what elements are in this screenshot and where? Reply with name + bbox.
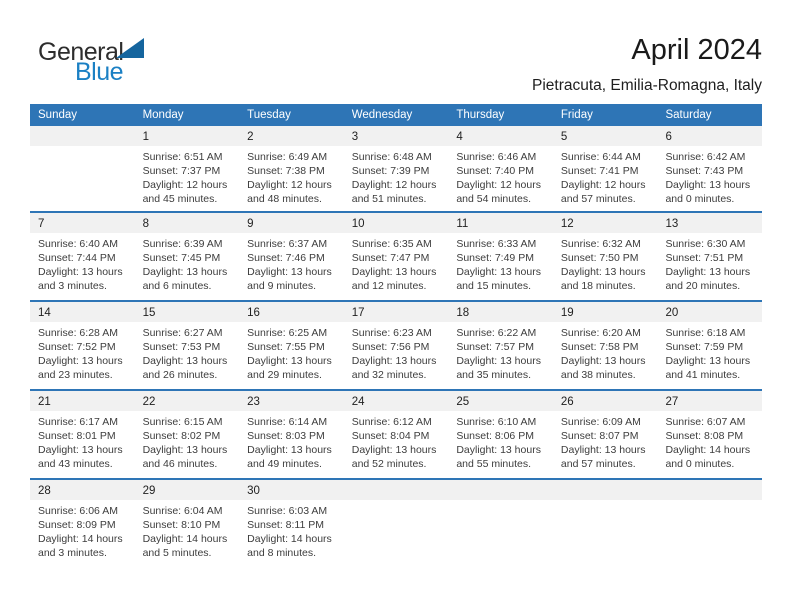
week-row bbox=[30, 126, 762, 211]
day-details bbox=[657, 146, 762, 206]
daylight-text-line1: Daylight: 13 hours bbox=[560, 444, 646, 456]
sunset-text: Sunset: 7:57 PM bbox=[456, 341, 534, 353]
daylight-text-line1: Daylight: 13 hours bbox=[38, 266, 123, 278]
sunset-text: Sunset: 7:51 PM bbox=[665, 252, 744, 264]
daylight-text-line2: and 43 minutes. bbox=[38, 458, 113, 470]
daylight-text-line1: Daylight: 13 hours bbox=[247, 444, 332, 456]
daylight-text-line2: and 29 minutes. bbox=[247, 369, 322, 381]
sunrise-text: Sunrise: 6:49 AM bbox=[247, 151, 328, 163]
sunset-text: Sunset: 8:03 PM bbox=[247, 430, 325, 442]
day-details bbox=[657, 233, 762, 293]
daylight-text-line2: and 54 minutes. bbox=[456, 193, 532, 205]
day-number: 16 bbox=[239, 302, 344, 322]
daylight-text-line1: Daylight: 13 hours bbox=[456, 266, 541, 278]
daylight-text-line1: Daylight: 12 hours bbox=[247, 179, 332, 191]
day-cell-empty bbox=[344, 480, 449, 567]
sunset-text: Sunset: 7:50 PM bbox=[560, 252, 639, 264]
logo-text-blue: Blue bbox=[75, 58, 124, 86]
day-number: 10 bbox=[344, 213, 449, 233]
day-number: 17 bbox=[344, 302, 449, 322]
sunset-text: Sunset: 7:40 PM bbox=[456, 165, 534, 177]
sunrise-text: Sunrise: 6:37 AM bbox=[247, 238, 328, 250]
daylight-text-line2: and 57 minutes. bbox=[560, 193, 636, 205]
day-details bbox=[30, 233, 135, 293]
sunrise-text: Sunrise: 6:03 AM bbox=[247, 505, 328, 517]
weekday-header-thursday: Thursday bbox=[456, 109, 505, 121]
sunrise-text: Sunrise: 6:25 AM bbox=[247, 327, 328, 339]
day-number: 21 bbox=[30, 391, 135, 411]
day-cell-empty bbox=[30, 126, 135, 211]
day-cell-22 bbox=[135, 391, 240, 478]
sunset-text: Sunset: 7:39 PM bbox=[351, 165, 430, 177]
day-cell-5 bbox=[553, 126, 658, 211]
daylight-text-line1: Daylight: 12 hours bbox=[560, 179, 646, 191]
day-details bbox=[135, 233, 240, 293]
sunset-text: Sunset: 7:43 PM bbox=[665, 165, 744, 177]
sunrise-text: Sunrise: 6:06 AM bbox=[38, 505, 118, 517]
day-details bbox=[30, 500, 135, 560]
sunset-text: Sunset: 8:10 PM bbox=[142, 519, 221, 531]
daylight-text-line2: and 49 minutes. bbox=[247, 458, 322, 470]
day-number: 25 bbox=[448, 391, 553, 411]
day-cell-30 bbox=[239, 480, 344, 567]
sunrise-text: Sunrise: 6:14 AM bbox=[247, 416, 328, 428]
sunset-text: Sunset: 7:59 PM bbox=[665, 341, 744, 353]
calendar-weeks bbox=[30, 126, 762, 567]
sunrise-text: Sunrise: 6:22 AM bbox=[456, 327, 537, 339]
sunrise-text: Sunrise: 6:28 AM bbox=[38, 327, 118, 339]
daylight-text-line1: Daylight: 13 hours bbox=[142, 266, 228, 278]
day-cell-18 bbox=[448, 302, 553, 389]
day-number bbox=[344, 480, 449, 500]
daylight-text-line2: and 35 minutes. bbox=[456, 369, 532, 381]
sunrise-text: Sunrise: 6:46 AM bbox=[456, 151, 537, 163]
weekday-header-sunday: Sunday bbox=[38, 109, 78, 121]
sunset-text: Sunset: 7:49 PM bbox=[456, 252, 534, 264]
daylight-text-line2: and 18 minutes. bbox=[560, 280, 636, 292]
day-details bbox=[448, 146, 553, 206]
sunrise-text: Sunrise: 6:40 AM bbox=[38, 238, 118, 250]
daylight-text-line1: Daylight: 13 hours bbox=[142, 355, 228, 367]
sunset-text: Sunset: 7:38 PM bbox=[247, 165, 325, 177]
daylight-text-line2: and 55 minutes. bbox=[456, 458, 532, 470]
daylight-text-line1: Daylight: 14 hours bbox=[142, 533, 228, 545]
daylight-text-line1: Daylight: 13 hours bbox=[351, 444, 437, 456]
sunrise-text: Sunrise: 6:15 AM bbox=[142, 416, 223, 428]
day-number: 5 bbox=[553, 126, 658, 146]
daylight-text-line1: Daylight: 13 hours bbox=[560, 355, 646, 367]
sunrise-text: Sunrise: 6:32 AM bbox=[560, 238, 641, 250]
day-number: 13 bbox=[657, 213, 762, 233]
day-cell-23 bbox=[239, 391, 344, 478]
day-cell-24 bbox=[344, 391, 449, 478]
day-number: 11 bbox=[448, 213, 553, 233]
logo-text-general: General bbox=[38, 38, 124, 66]
sunset-text: Sunset: 7:55 PM bbox=[247, 341, 325, 353]
sunset-text: Sunset: 8:07 PM bbox=[560, 430, 639, 442]
day-cell-28 bbox=[30, 480, 135, 567]
day-number: 26 bbox=[553, 391, 658, 411]
sunrise-text: Sunrise: 6:30 AM bbox=[665, 238, 746, 250]
daylight-text-line1: Daylight: 13 hours bbox=[665, 355, 751, 367]
sunrise-text: Sunrise: 6:17 AM bbox=[38, 416, 118, 428]
daylight-text-line1: Daylight: 13 hours bbox=[351, 266, 437, 278]
daylight-text-line2: and 46 minutes. bbox=[142, 458, 218, 470]
week-row bbox=[30, 389, 762, 478]
day-cell-13 bbox=[657, 213, 762, 300]
day-cell-3 bbox=[344, 126, 449, 211]
sunrise-text: Sunrise: 6:23 AM bbox=[351, 327, 432, 339]
week-row bbox=[30, 300, 762, 389]
day-cell-19 bbox=[553, 302, 658, 389]
sunrise-text: Sunrise: 6:48 AM bbox=[351, 151, 432, 163]
day-number: 7 bbox=[30, 213, 135, 233]
day-details bbox=[239, 146, 344, 206]
day-details bbox=[30, 411, 135, 471]
day-details bbox=[344, 146, 449, 206]
day-details bbox=[344, 233, 449, 293]
day-cell-21 bbox=[30, 391, 135, 478]
daylight-text-line2: and 12 minutes. bbox=[351, 280, 427, 292]
week-row bbox=[30, 211, 762, 300]
day-cell-26 bbox=[553, 391, 658, 478]
sunset-text: Sunset: 8:11 PM bbox=[247, 519, 325, 531]
day-number: 9 bbox=[239, 213, 344, 233]
day-details bbox=[553, 411, 658, 471]
day-number: 30 bbox=[239, 480, 344, 500]
daylight-text-line1: Daylight: 13 hours bbox=[351, 355, 437, 367]
daylight-text-line1: Daylight: 14 hours bbox=[38, 533, 123, 545]
daylight-text-line2: and 0 minutes. bbox=[665, 458, 735, 470]
daylight-text-line1: Daylight: 13 hours bbox=[665, 179, 751, 191]
daylight-text-line2: and 9 minutes. bbox=[247, 280, 317, 292]
sunrise-text: Sunrise: 6:09 AM bbox=[560, 416, 641, 428]
daylight-text-line2: and 32 minutes. bbox=[351, 369, 427, 381]
day-cell-11 bbox=[448, 213, 553, 300]
sunset-text: Sunset: 8:04 PM bbox=[351, 430, 430, 442]
day-details bbox=[239, 322, 344, 382]
day-details bbox=[553, 146, 658, 206]
daylight-text-line2: and 20 minutes. bbox=[665, 280, 741, 292]
day-cell-1 bbox=[135, 126, 240, 211]
day-number: 27 bbox=[657, 391, 762, 411]
daylight-text-line1: Daylight: 13 hours bbox=[560, 266, 646, 278]
daylight-text-line1: Daylight: 13 hours bbox=[456, 444, 541, 456]
general-blue-logo bbox=[38, 38, 158, 86]
day-cell-27 bbox=[657, 391, 762, 478]
day-cell-20 bbox=[657, 302, 762, 389]
sunset-text: Sunset: 7:52 PM bbox=[38, 341, 116, 353]
day-cell-4 bbox=[448, 126, 553, 211]
day-cell-7 bbox=[30, 213, 135, 300]
day-cell-12 bbox=[553, 213, 658, 300]
day-number: 15 bbox=[135, 302, 240, 322]
sunset-text: Sunset: 7:46 PM bbox=[247, 252, 325, 264]
daylight-text-line2: and 23 minutes. bbox=[38, 369, 113, 381]
day-number bbox=[553, 480, 658, 500]
daylight-text-line1: Daylight: 13 hours bbox=[247, 355, 332, 367]
daylight-text-line2: and 3 minutes. bbox=[38, 280, 107, 292]
sunset-text: Sunset: 7:44 PM bbox=[38, 252, 116, 264]
day-number: 12 bbox=[553, 213, 658, 233]
day-cell-16 bbox=[239, 302, 344, 389]
day-cell-9 bbox=[239, 213, 344, 300]
day-number: 23 bbox=[239, 391, 344, 411]
daylight-text-line1: Daylight: 13 hours bbox=[38, 444, 123, 456]
daylight-text-line1: Daylight: 13 hours bbox=[38, 355, 123, 367]
day-cell-14 bbox=[30, 302, 135, 389]
daylight-text-line1: Daylight: 12 hours bbox=[351, 179, 437, 191]
day-cell-29 bbox=[135, 480, 240, 567]
sunset-text: Sunset: 7:41 PM bbox=[560, 165, 639, 177]
day-details bbox=[239, 500, 344, 560]
sunrise-text: Sunrise: 6:35 AM bbox=[351, 238, 432, 250]
calendar bbox=[30, 104, 762, 567]
day-cell-8 bbox=[135, 213, 240, 300]
day-details bbox=[239, 411, 344, 471]
sunset-text: Sunset: 7:45 PM bbox=[142, 252, 221, 264]
day-cell-empty bbox=[553, 480, 658, 567]
day-details bbox=[657, 411, 762, 471]
day-details bbox=[135, 411, 240, 471]
day-cell-2 bbox=[239, 126, 344, 211]
sunrise-text: Sunrise: 6:42 AM bbox=[665, 151, 746, 163]
sunrise-text: Sunrise: 6:10 AM bbox=[456, 416, 537, 428]
daylight-text-line2: and 0 minutes. bbox=[665, 193, 735, 205]
sunrise-text: Sunrise: 6:44 AM bbox=[560, 151, 641, 163]
sunset-text: Sunset: 7:58 PM bbox=[560, 341, 639, 353]
daylight-text-line2: and 41 minutes. bbox=[665, 369, 741, 381]
day-number bbox=[657, 480, 762, 500]
day-number: 1 bbox=[135, 126, 240, 146]
day-details bbox=[135, 500, 240, 560]
daylight-text-line2: and 6 minutes. bbox=[142, 280, 212, 292]
day-number: 8 bbox=[135, 213, 240, 233]
day-number: 24 bbox=[344, 391, 449, 411]
day-cell-empty bbox=[448, 480, 553, 567]
daylight-text-line1: Daylight: 12 hours bbox=[456, 179, 541, 191]
daylight-text-line1: Daylight: 14 hours bbox=[247, 533, 332, 545]
day-number: 14 bbox=[30, 302, 135, 322]
daylight-text-line2: and 3 minutes. bbox=[38, 547, 107, 559]
day-number: 22 bbox=[135, 391, 240, 411]
sunrise-text: Sunrise: 6:18 AM bbox=[665, 327, 746, 339]
daylight-text-line2: and 45 minutes. bbox=[142, 193, 218, 205]
day-details bbox=[448, 322, 553, 382]
day-details bbox=[239, 233, 344, 293]
sunset-text: Sunset: 8:08 PM bbox=[665, 430, 744, 442]
daylight-text-line1: Daylight: 13 hours bbox=[665, 266, 751, 278]
page-location: Pietracuta, Emilia-Romagna, Italy bbox=[531, 77, 762, 94]
weekday-header-friday: Friday bbox=[560, 109, 593, 121]
day-cell-10 bbox=[344, 213, 449, 300]
day-number: 18 bbox=[448, 302, 553, 322]
day-details bbox=[657, 322, 762, 382]
day-number: 4 bbox=[448, 126, 553, 146]
day-details bbox=[135, 146, 240, 206]
sunset-text: Sunset: 7:53 PM bbox=[142, 341, 221, 353]
day-number bbox=[448, 480, 553, 500]
day-number: 3 bbox=[344, 126, 449, 146]
day-details bbox=[30, 322, 135, 382]
day-number: 2 bbox=[239, 126, 344, 146]
daylight-text-line1: Daylight: 14 hours bbox=[665, 444, 751, 456]
sunset-text: Sunset: 8:06 PM bbox=[456, 430, 534, 442]
daylight-text-line2: and 8 minutes. bbox=[247, 547, 317, 559]
day-number bbox=[30, 126, 135, 146]
daylight-text-line1: Daylight: 13 hours bbox=[456, 355, 541, 367]
daylight-text-line2: and 52 minutes. bbox=[351, 458, 427, 470]
day-cell-15 bbox=[135, 302, 240, 389]
day-details bbox=[344, 322, 449, 382]
sunrise-text: Sunrise: 6:39 AM bbox=[142, 238, 223, 250]
daylight-text-line2: and 26 minutes. bbox=[142, 369, 218, 381]
weekday-header-saturday: Saturday bbox=[665, 109, 712, 121]
daylight-text-line2: and 48 minutes. bbox=[247, 193, 322, 205]
weekday-header-row bbox=[30, 104, 762, 126]
day-cell-17 bbox=[344, 302, 449, 389]
day-details bbox=[553, 322, 658, 382]
sunrise-text: Sunrise: 6:51 AM bbox=[142, 151, 223, 163]
day-number: 20 bbox=[657, 302, 762, 322]
day-details bbox=[553, 233, 658, 293]
sunset-text: Sunset: 8:02 PM bbox=[142, 430, 221, 442]
sunset-text: Sunset: 7:37 PM bbox=[142, 165, 221, 177]
day-details bbox=[448, 411, 553, 471]
day-details bbox=[448, 233, 553, 293]
day-number: 19 bbox=[553, 302, 658, 322]
sunset-text: Sunset: 7:56 PM bbox=[351, 341, 430, 353]
day-number: 6 bbox=[657, 126, 762, 146]
sunrise-text: Sunrise: 6:20 AM bbox=[560, 327, 641, 339]
daylight-text-line1: Daylight: 12 hours bbox=[142, 179, 228, 191]
daylight-text-line2: and 57 minutes. bbox=[560, 458, 636, 470]
page-title: April 2024 bbox=[631, 34, 762, 66]
sunrise-text: Sunrise: 6:07 AM bbox=[665, 416, 746, 428]
daylight-text-line2: and 15 minutes. bbox=[456, 280, 532, 292]
weekday-header-monday: Monday bbox=[142, 109, 184, 121]
sunrise-text: Sunrise: 6:27 AM bbox=[142, 327, 223, 339]
day-details bbox=[135, 322, 240, 382]
sunrise-text: Sunrise: 6:04 AM bbox=[142, 505, 223, 517]
daylight-text-line2: and 38 minutes. bbox=[560, 369, 636, 381]
daylight-text-line2: and 51 minutes. bbox=[351, 193, 427, 205]
day-details bbox=[344, 411, 449, 471]
day-cell-25 bbox=[448, 391, 553, 478]
weekday-header-tuesday: Tuesday bbox=[247, 109, 291, 121]
sunset-text: Sunset: 8:01 PM bbox=[38, 430, 116, 442]
sunrise-text: Sunrise: 6:12 AM bbox=[351, 416, 432, 428]
daylight-text-line2: and 5 minutes. bbox=[142, 547, 212, 559]
week-row bbox=[30, 478, 762, 567]
sunset-text: Sunset: 8:09 PM bbox=[38, 519, 116, 531]
sunrise-text: Sunrise: 6:33 AM bbox=[456, 238, 537, 250]
day-cell-empty bbox=[657, 480, 762, 567]
daylight-text-line1: Daylight: 13 hours bbox=[142, 444, 228, 456]
day-number: 29 bbox=[135, 480, 240, 500]
day-number: 28 bbox=[30, 480, 135, 500]
weekday-header-wednesday: Wednesday bbox=[351, 109, 413, 121]
daylight-text-line1: Daylight: 13 hours bbox=[247, 266, 332, 278]
day-cell-6 bbox=[657, 126, 762, 211]
sunset-text: Sunset: 7:47 PM bbox=[351, 252, 430, 264]
